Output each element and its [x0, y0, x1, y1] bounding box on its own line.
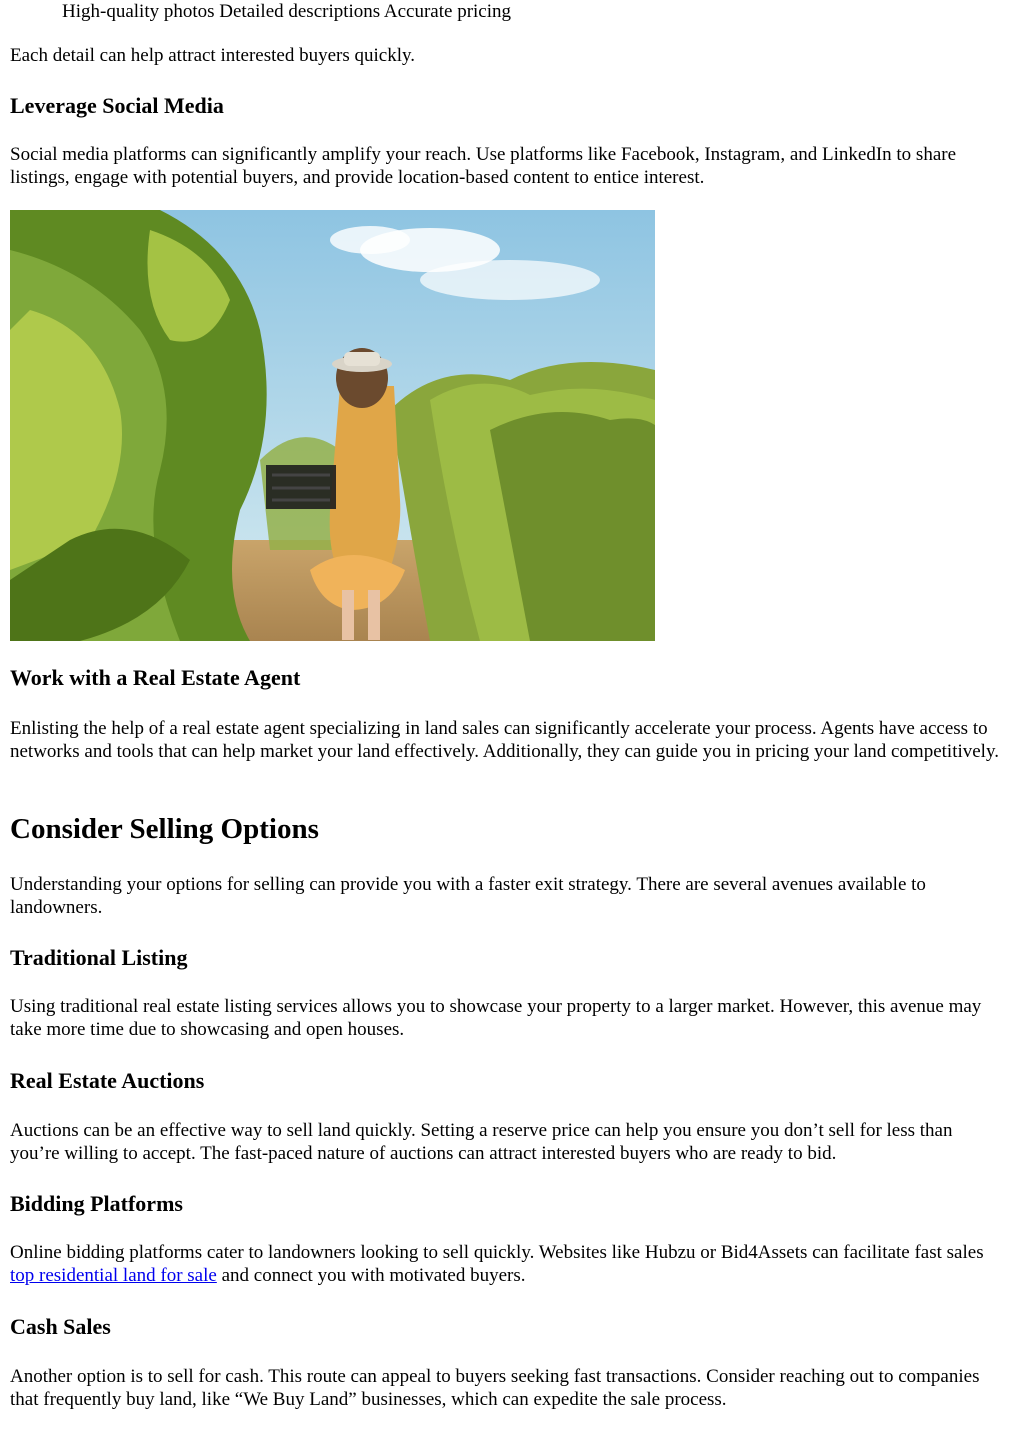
vineyard-photo	[10, 210, 655, 641]
paragraph-cash-sales: Another option is to sell for cash. This route can appeal to buyers seeking fast transactions. Consider reaching out to companies that frequently buy land, like “We Buy Land” businesses, which can expedite the sale process.	[10, 1366, 980, 1410]
heading-selling-options: Consider Selling Options	[10, 813, 319, 845]
paragraph-real-estate-auctions: Auctions can be an effective way to sell land quickly. Setting a reserve price can help you ensure you don’t sell for less than you’re willing to accept. The fast-paced nature of auctions can attract interested buyers who are ready to bid.	[10, 1120, 953, 1164]
paragraph-social-media: Social media platforms can significantly amplify your reach. Use platforms like Facebook, Instagram, and LinkedIn to share listings, engage with potential buyers, and provide location-based content to entice interest.	[10, 144, 957, 188]
heading-social-media: Leverage Social Media	[10, 93, 224, 118]
feature-list-line	[10, 0, 1014, 23]
top-residential-land-link[interactable]: top residential land for sale	[10, 1265, 217, 1286]
heading-real-estate-auctions: Real Estate Auctions	[10, 1068, 205, 1093]
paragraph-bidding-platforms	[10, 1241, 1004, 1287]
paragraph-selling-options: Understanding your options for selling can provide you with a faster exit strategy. There are several avenues available to landowners.	[10, 874, 926, 918]
bidding-text-before: Online bidding platforms cater to landowners looking to sell quickly. Websites like Hubzu or Bid4Assets can facilitate fast sales	[10, 1242, 984, 1263]
vineyard-illustration	[10, 210, 655, 641]
heading-traditional-listing: Traditional Listing	[10, 945, 188, 970]
bidding-text-after: and connect you with motivated buyers.	[216, 1265, 526, 1286]
heading-bidding-platforms: Bidding Platforms	[10, 1191, 183, 1216]
heading-cash-sales: Cash Sales	[10, 1314, 111, 1339]
feature-list-text: High-quality photos Detailed descriptions Accurate pricing	[62, 1, 512, 22]
intro-paragraph: Each detail can help attract interested buyers quickly.	[10, 45, 415, 66]
heading-real-estate-agent: Work with a Real Estate Agent	[10, 665, 301, 690]
paragraph-real-estate-agent: Enlisting the help of a real estate agent specializing in land sales can significantly accelerate your process. Agents have access to networks and tools that can help market your land effectively. Additionally, they can guide you in pricing your land competitively.	[10, 718, 999, 762]
paragraph-traditional-listing: Using traditional real estate listing services allows you to showcase your property to a larger market. However, this avenue may take more time due to showcasing and open houses.	[10, 996, 982, 1040]
